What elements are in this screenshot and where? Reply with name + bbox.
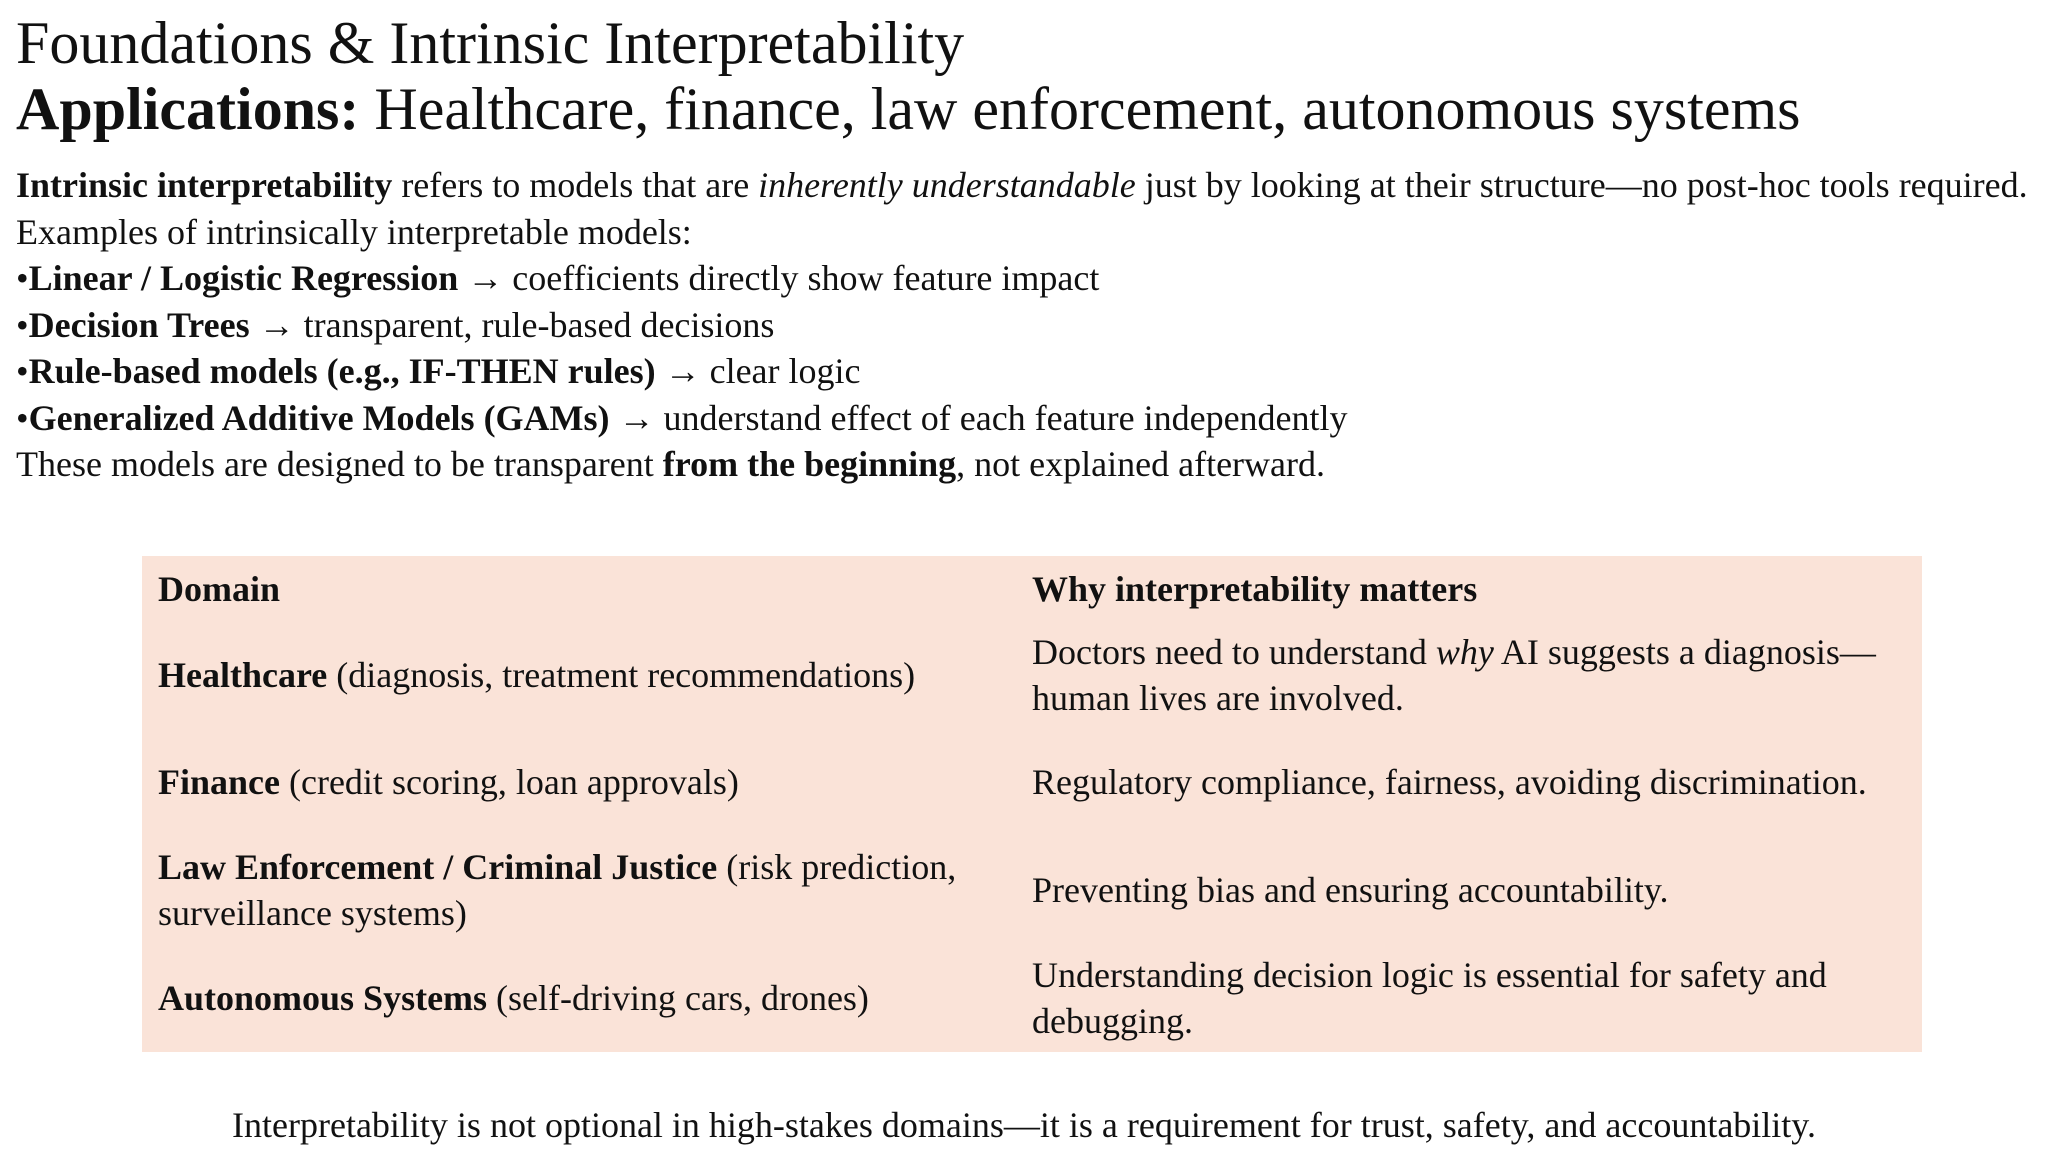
why-text: Understanding decision logic is essential for safety and debugging. (1032, 955, 1827, 1041)
column-header-domain: Domain (158, 569, 281, 609)
domain-cell (142, 622, 1032, 728)
closing-paragraph (16, 441, 2036, 488)
table-row (142, 622, 1922, 728)
bullet-marker: • (16, 397, 29, 438)
table-row (142, 836, 1922, 944)
bullet-text: → clear logic (655, 351, 861, 391)
body-text (16, 162, 2036, 488)
why-text-rest: AI suggests a diagnosis—human lives are involved. (1032, 632, 1876, 718)
bullet-text: → coefficients directly show feature impact (458, 258, 1100, 298)
examples-heading: Examples of intrinsically interpretable models: (16, 211, 692, 252)
domain-cell (142, 944, 1032, 1052)
domain-name: Finance (158, 762, 280, 802)
domain-detail: (risk prediction, surveillance systems) (158, 847, 957, 933)
why-cell (1032, 622, 1922, 728)
bullet-marker: • (16, 304, 29, 345)
why-cell (1032, 944, 1922, 1052)
column-header-why: Why interpretability matters (1032, 569, 1478, 609)
bullet-marker: • (16, 258, 29, 298)
table-row (142, 728, 1922, 836)
intro-emphasis: inherently understandable (758, 165, 1136, 205)
bullet-term: Rule-based models (e.g., IF-THEN rules) (28, 351, 656, 391)
why-emphasis: why (1435, 632, 1494, 672)
intro-part1: refers to models that are (392, 165, 759, 205)
domains-table-panel (142, 556, 1922, 1052)
table-header-row (142, 556, 1922, 622)
bullet-item (16, 395, 2036, 442)
slide-title: Foundations & Intrinsic Interpretability (16, 10, 965, 76)
table-row (142, 944, 1922, 1052)
bullet-marker: • (16, 351, 29, 391)
footer-statement: Interpretability is not optional in high-stakes domains—it is a requirement for trust, safety, and accountability. (232, 1105, 1816, 1145)
bullet-term: Linear / Logistic Regression (28, 258, 459, 298)
domains-table (142, 556, 1922, 1052)
why-cell (1032, 728, 1922, 836)
bullet-text: → transparent, rule-based decisions (249, 304, 775, 345)
domain-detail: (credit scoring, loan approvals) (280, 762, 739, 802)
why-text: Doctors need to understand (1032, 632, 1436, 672)
why-cell (1032, 836, 1922, 944)
why-text: Preventing bias and ensuring accountability. (1032, 870, 1669, 910)
domain-name: Law Enforcement / Criminal Justice (158, 847, 718, 887)
domain-detail: (self-driving cars, drones) (487, 978, 869, 1018)
subtitle-label: Applications: (16, 76, 360, 142)
bullet-item (16, 255, 2036, 302)
intro-paragraph (16, 162, 2036, 209)
domain-name: Healthcare (158, 655, 328, 695)
domain-detail: (diagnosis, treatment recommendations) (327, 655, 916, 695)
subtitle-text: Healthcare, finance, law enforcement, autonomous systems (359, 76, 1801, 142)
bullet-item (16, 348, 2036, 395)
why-text: Regulatory compliance, fairness, avoiding discrimination. (1032, 762, 1867, 802)
slide-subtitle (16, 74, 1801, 144)
closing-part2: , not explained afterward. (956, 444, 1325, 484)
closing-part1: These models are designed to be transparent (16, 444, 663, 484)
bullet-term: Decision Trees (28, 304, 250, 345)
intro-term: Intrinsic interpretability (16, 165, 393, 205)
closing-emphasis: from the beginning (662, 444, 957, 484)
bullet-item (16, 302, 2036, 349)
bullet-term: Generalized Additive Models (GAMs) (28, 397, 610, 438)
domain-name: Autonomous Systems (158, 978, 488, 1018)
domain-cell (142, 728, 1032, 836)
domain-cell (142, 836, 1032, 944)
bullet-text: → understand effect of each feature independently (609, 397, 1348, 438)
intro-part2: just by looking at their structure—no post-hoc tools required. (1135, 165, 2028, 205)
